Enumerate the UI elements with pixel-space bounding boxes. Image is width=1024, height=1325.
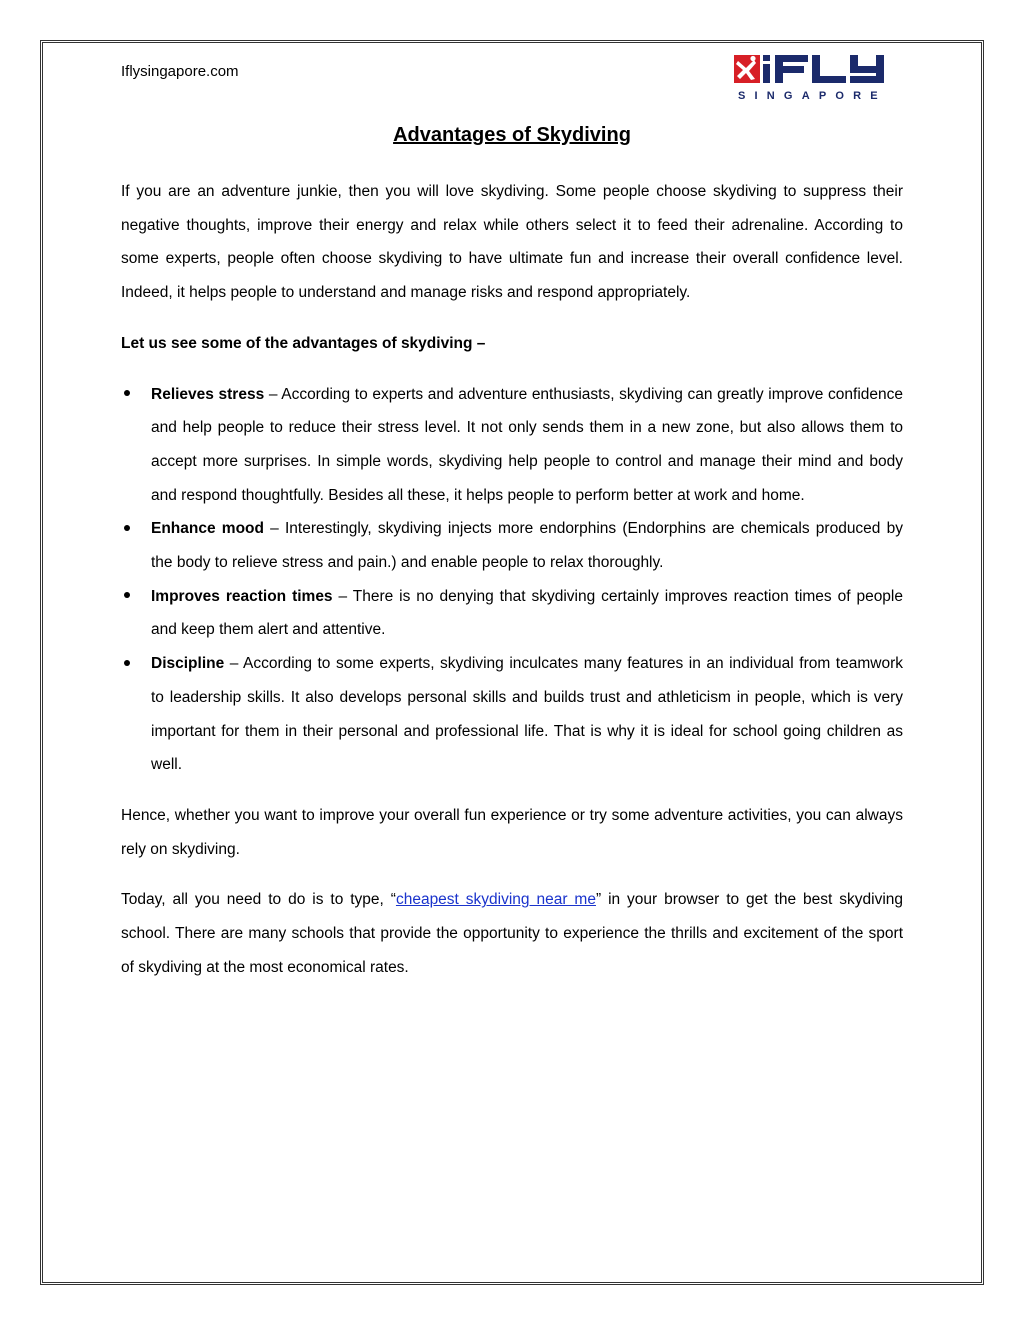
today-paragraph bbox=[121, 883, 903, 984]
ifly-logo-graphic bbox=[732, 52, 900, 102]
logo-letter-i bbox=[763, 64, 770, 83]
logo-letter-f bbox=[775, 55, 808, 83]
advantage-text: – According to some experts, skydiving inculcates many features in an individual from teamwork to leadership skills. It also develops personal skills and builds trust and athleticism in people, which is very important for them in their personal and professional life. That is why it is ideal for school going children as well. bbox=[151, 655, 903, 774]
list-item bbox=[121, 647, 903, 782]
logo-subtext: SINGAPORE bbox=[738, 90, 887, 102]
bullet-icon bbox=[121, 378, 133, 412]
logo-letter-l bbox=[812, 55, 846, 83]
hence-paragraph: Hence, whether you want to improve your overall fun experience or try some adventure activities, you can always rely on skydiving. bbox=[121, 806, 903, 858]
advantages-lead: Let us see some of the advantages of skydiving – bbox=[121, 334, 486, 352]
site-name: Iflysingapore.com bbox=[121, 63, 239, 80]
bullet-icon bbox=[121, 647, 133, 681]
document-body bbox=[121, 175, 903, 984]
ifly-singapore-logo bbox=[732, 52, 900, 102]
advantage-heading: Enhance mood bbox=[151, 520, 264, 538]
bullet-icon bbox=[121, 512, 133, 546]
advantages-list bbox=[121, 378, 903, 782]
cheapest-skydiving-link[interactable]: cheapest skydiving near me bbox=[395, 891, 596, 909]
document-title: Advantages of Skydiving bbox=[393, 124, 631, 146]
advantage-text: – According to experts and adventure enthusiasts, skydiving can greatly improve confidence and help people to reduce their stress level. It not only sends them in a new zone, but also allows them to accept more surprises. In simple words, skydiving help people to control and manage their mind and body and respond thoughtfully. Besides all these, it helps people to perform better at work and home. bbox=[151, 385, 903, 504]
list-item bbox=[121, 580, 903, 647]
advantage-heading: Relieves stress bbox=[151, 385, 265, 403]
today-text-after: ” in your browser to get the best skydiving school. There are many schools that provide the opportunity to experience the thrills and excitement of the sport of skydiving at the most economical rates. bbox=[121, 891, 903, 976]
list-item bbox=[121, 378, 903, 513]
flyer-head-icon bbox=[750, 56, 755, 61]
today-text-before: Today, all you need to do is to type, “ bbox=[121, 891, 396, 909]
advantage-text: – Interestingly, skydiving injects more endorphins (Endorphins are chemicals produced by the body to relieve stress and pain.) and enable people to relax thoroughly. bbox=[151, 520, 903, 572]
advantage-text: – There is no denying that skydiving certainly improves reaction times of people and keep them alert and attentive. bbox=[151, 587, 903, 639]
list-item bbox=[121, 512, 903, 579]
advantage-heading: Discipline bbox=[151, 655, 225, 673]
advantage-heading: Improves reaction times bbox=[151, 587, 333, 605]
intro-paragraph: If you are an adventure junkie, then you will love skydiving. Some people choose skydiving to suppress their negative thoughts, improve their energy and relax while others select it to feed their adrenaline. According to some experts, people often choose skydiving to have ultimate fun and increase their overall confidence level. Indeed, it helps people to understand and manage risks and respond appropriately. bbox=[121, 183, 903, 302]
logo-letter-i-dot bbox=[763, 55, 770, 61]
logo-letter-y bbox=[850, 55, 884, 83]
bullet-icon bbox=[121, 580, 133, 614]
